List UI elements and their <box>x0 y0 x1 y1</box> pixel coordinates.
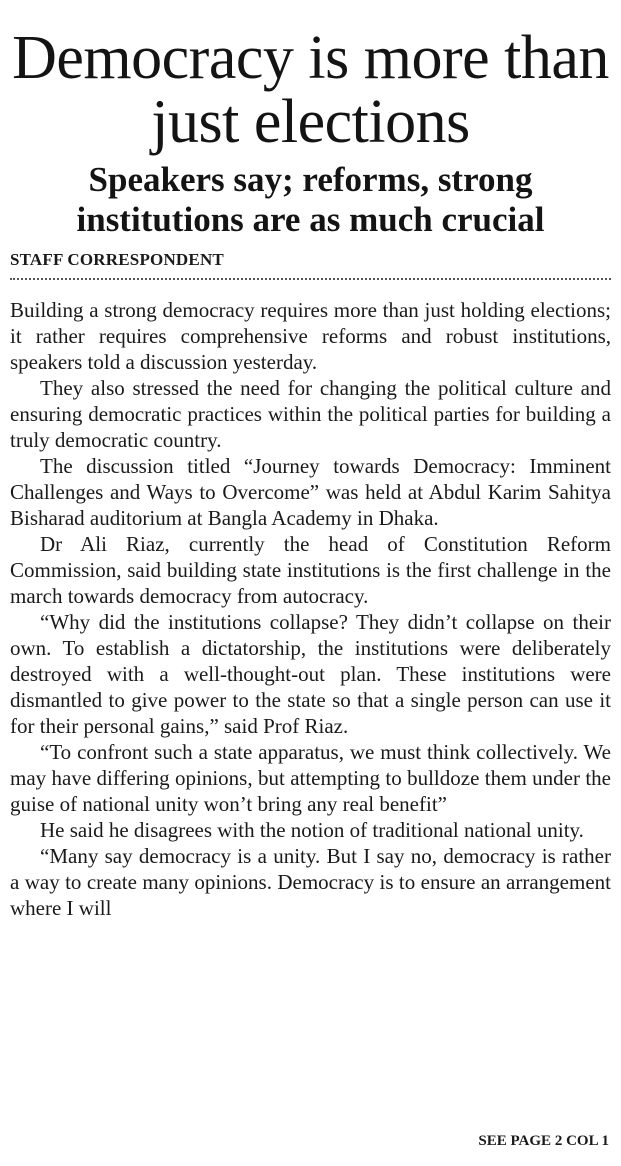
subheadline: Speakers say; reforms, strong institutions are as much crucial <box>76 160 545 239</box>
paragraph: “Why did the institutions collapse? They didn’t collapse on their own. To establish a dictatorship, the institutions were deliberately destroyed with a well-thought-out plan. These institutions were dismantled to give power to the state so that a single person can use it for their personal gains,” said Prof Riaz. <box>10 610 611 738</box>
dotted-divider <box>10 278 611 280</box>
paragraph: They also stressed the need for changing the political culture and ensuring democratic practices within the political parties for building a truly democratic country. <box>10 376 611 452</box>
paragraph: He said he disagrees with the notion of traditional national unity. <box>40 818 584 842</box>
continuation-note: SEE PAGE 2 COL 1 <box>478 1133 609 1149</box>
paragraph: The discussion titled “Journey towards Democracy: Imminent Challenges and Ways to Overcome” was held at Abdul Karim Sahitya Bisharad auditorium at Bangla Academy in Dhaka. <box>10 454 611 530</box>
paragraph: “To confront such a state apparatus, we must think collectively. We may have differing opinions, but attempting to bulldoze them under the guise of national unity won’t bring any real benefit” <box>10 740 611 816</box>
news-article <box>10 0 611 921</box>
article-body <box>10 297 611 921</box>
paragraph: “Many say democracy is a unity. But I say no, democracy is rather a way to create many opinions. Democracy is to ensure an arrangement where I will <box>10 844 611 920</box>
byline: STAFF CORRESPONDENT <box>10 250 224 269</box>
paragraph: Dr Ali Riaz, currently the head of Constitution Reform Commission, said building state institutions is the first challenge in the march towards democracy from autocracy. <box>10 532 611 608</box>
paragraph: Building a strong democracy requires more than just holding elections; it rather requires comprehensive reforms and robust institutions, speakers told a discussion yesterday. <box>10 298 611 374</box>
headline: Democracy is more than just elections <box>12 24 609 156</box>
